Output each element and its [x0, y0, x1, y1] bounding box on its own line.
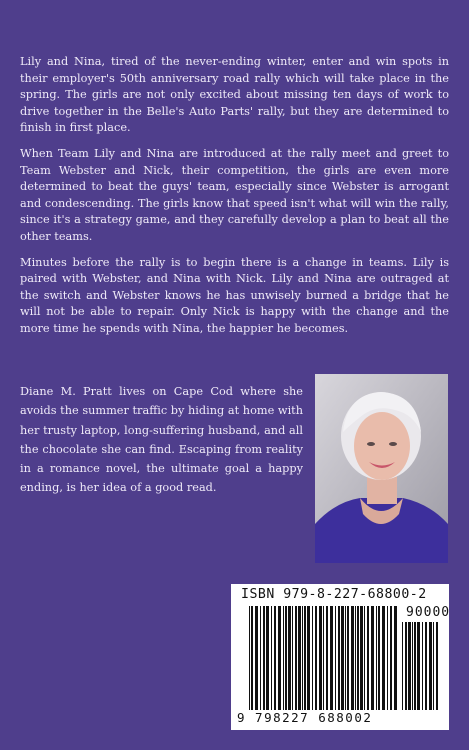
barcode-bar: [341, 606, 344, 710]
barcode-bar: [345, 606, 346, 710]
barcode-bar: [298, 606, 301, 710]
barcode-bar: [360, 606, 363, 710]
barcode-bar: [405, 622, 407, 710]
barcode-bar: [274, 606, 276, 710]
barcode-bar: [330, 606, 333, 710]
barcode-bar: [412, 622, 413, 710]
blurb-paragraph-2: When Team Lily and Nina are introduced at the rally meet and greet to Team Webster and Nick, their competition, the girls are even more determined to beat the guys' team, especially since Webster is arrogant and condescending. The girls know that speed isn't what will win the rally, since it's a strategy game, and they carefully develop a plan to beat all the other teams.: [20, 146, 449, 243]
barcode-bar: [295, 606, 297, 710]
barcode-bars: [249, 606, 397, 710]
barcode-bar: [433, 622, 434, 710]
barcode-bar: [307, 606, 310, 710]
barcode-bar: [304, 606, 306, 710]
barcode-bar: [422, 622, 423, 710]
blurb-paragraph-3: Minutes before the rally is to begin there is a change in teams. Lily is paired with Webster, and Nina with Nick. Lily and Nina are outraged at the switch and Webster knows he has unwisely burned a bridge that he will not be able to repair. Only Nick is happy with the change and the more time he spends with Nina, the happier he becomes.: [20, 255, 449, 335]
barcode-bar: [382, 606, 385, 710]
barcode-bar: [283, 606, 284, 710]
barcode-bar: [315, 606, 317, 710]
barcode-bar: [351, 606, 354, 710]
author-portrait-image: [315, 374, 448, 563]
barcode-bar: [266, 606, 269, 710]
barcode-bar: [326, 606, 328, 710]
barcode-bar: [417, 622, 420, 710]
barcode-bar: [251, 606, 253, 710]
barcode-bar: [364, 606, 365, 710]
price-code: 90000: [406, 605, 451, 620]
barcode-bar: [378, 606, 380, 710]
barcode-bar: [429, 622, 432, 710]
barcode-digits: 9 798227 688002: [237, 710, 373, 725]
barcode-bar: [436, 622, 438, 710]
barcode-bar: [302, 606, 303, 710]
author-photo: [315, 374, 448, 563]
barcode-bar: [347, 606, 349, 710]
barcode-bar: [355, 606, 356, 710]
barcode-bar: [271, 606, 272, 710]
barcode-bar: [394, 606, 397, 710]
barcode-bar: [260, 606, 261, 710]
barcode-bar: [425, 622, 427, 710]
barcode-bar: [408, 622, 411, 710]
barcode-bar: [357, 606, 359, 710]
barcode-bar: [319, 606, 322, 710]
barcode-bar: [285, 606, 287, 710]
isbn-barcode: [231, 584, 449, 730]
barcode-bar: [255, 606, 258, 710]
isbn-label: ISBN 979-8-227-68800-2: [241, 587, 427, 602]
barcode-bar: [402, 622, 403, 710]
barcode-bar: [278, 606, 281, 710]
addon-barcode-bars: [402, 622, 442, 710]
barcode-bar: [390, 606, 392, 710]
barcode-bar: [371, 606, 374, 710]
barcode-bar: [387, 606, 388, 710]
barcode-bar: [263, 606, 265, 710]
barcode-bar: [367, 606, 369, 710]
barcode-bar: [335, 606, 336, 710]
barcode-bar: [414, 622, 416, 710]
blurb-paragraph-1: Lily and Nina, tired of the never-ending winter, enter and win spots in their employer's 50th anniversary road rally which will take place in the spring. The girls are not only excited about missing ten days of work to drive together in the Belle's Auto Parts' rally, but they are determined to finish in first place.: [20, 55, 449, 135]
author-bio: [20, 382, 303, 498]
author-bio-text: Diane M. Pratt lives on Cape Cod where she avoids the summer traffic by hiding at home with her trusty laptop, long-suffering husband, and all the chocolate she can find. Escaping from reality in a romance novel, the ultimate goal a happy ending, is her idea of a good read.: [20, 385, 303, 495]
barcode-bar: [376, 606, 377, 710]
barcode-bar: [249, 606, 250, 710]
barcode-bar: [338, 606, 340, 710]
barcode-bar: [312, 606, 313, 710]
barcode-bar: [288, 606, 291, 710]
barcode-bar: [292, 606, 293, 710]
barcode-bar: [323, 606, 324, 710]
back-cover-blurb: [20, 54, 449, 347]
